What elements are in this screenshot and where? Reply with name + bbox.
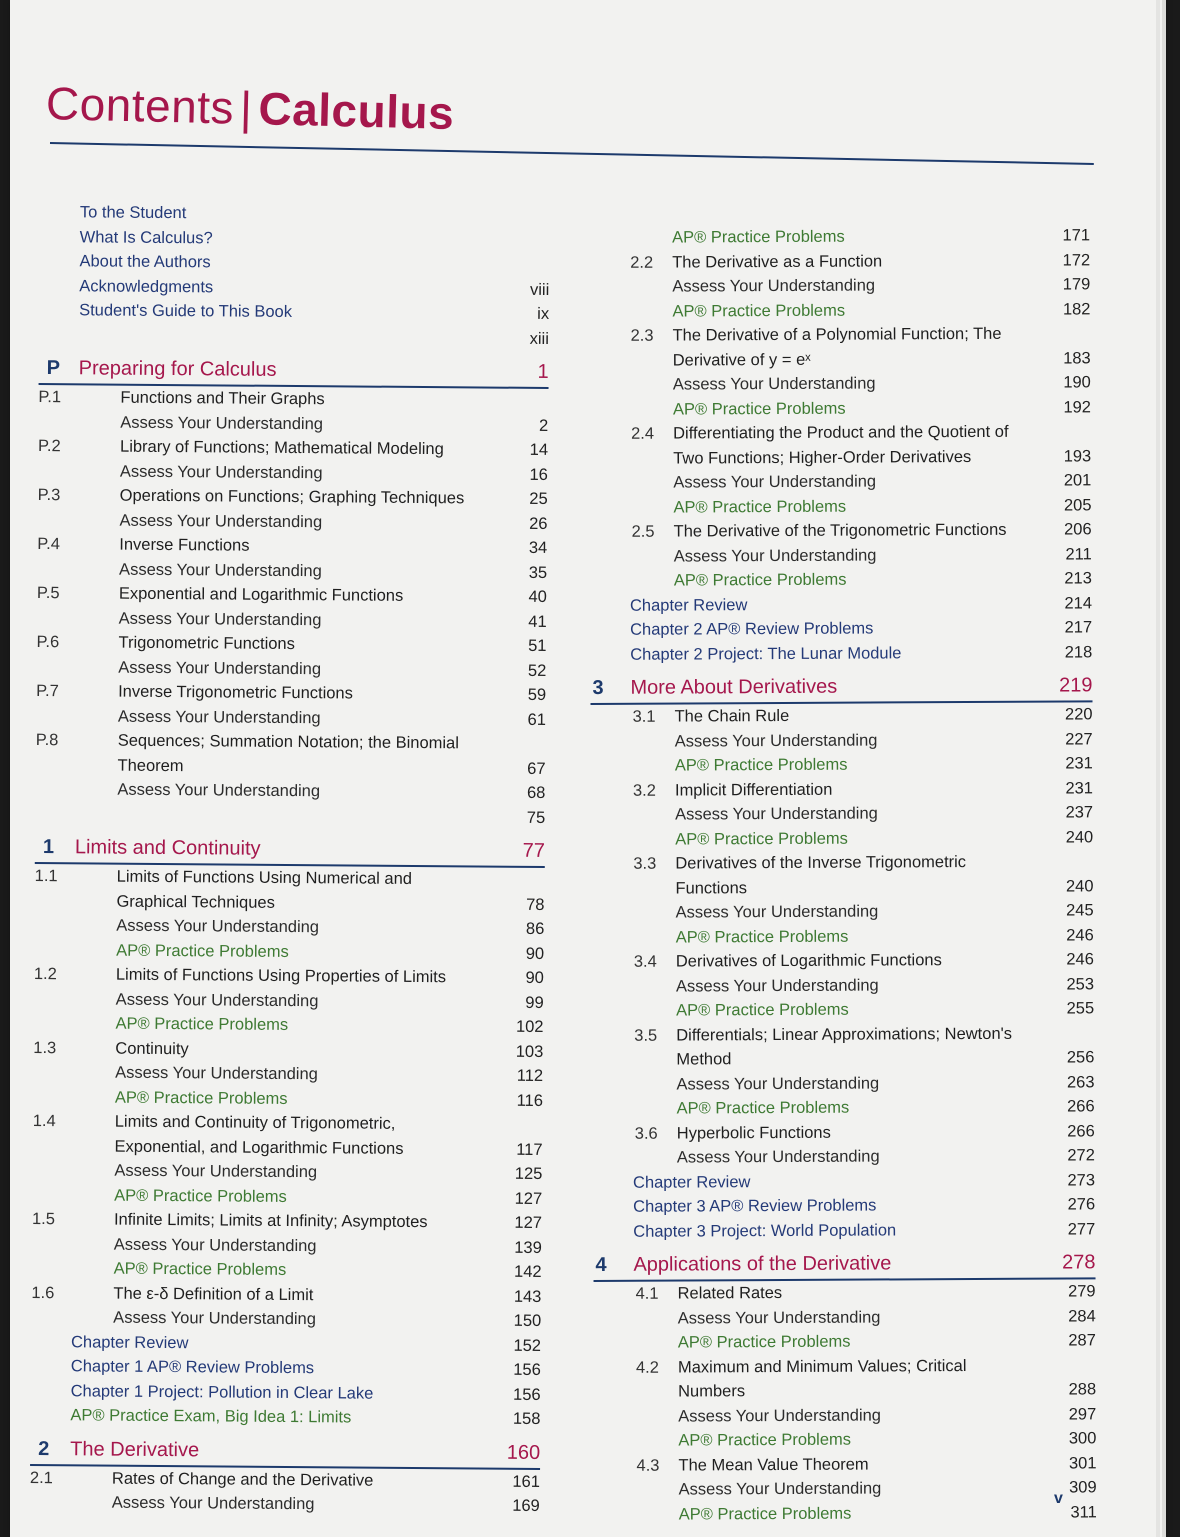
- entry-title: AP® Practice Problems: [675, 927, 849, 947]
- entry-title: Chapter 1 Project: Pollution in Clear Lake: [70, 1381, 374, 1403]
- entry-page-number: 276: [1067, 1195, 1096, 1214]
- entry-title: AP® Practice Problems: [113, 1259, 287, 1279]
- entry-number: 4.2: [635, 1358, 659, 1377]
- entry-title: Assess Your Understanding: [119, 560, 322, 580]
- entry-page-number: 183: [1063, 348, 1091, 368]
- toc-entry: [588, 297, 1090, 324]
- entry-page-number: 90: [525, 968, 544, 987]
- toc-left-column: [30, 200, 550, 1518]
- entry-number: P.2: [37, 436, 61, 456]
- entry-page-number: 160: [506, 1441, 541, 1464]
- entry-title: The Derivative of the Trigonometric Functions: [673, 520, 1007, 541]
- entry-page-number: 171: [1062, 226, 1091, 245]
- entry-page-number: 272: [1067, 1146, 1095, 1165]
- page-folio: v: [1054, 1490, 1063, 1507]
- entry-page-number: 127: [514, 1213, 543, 1232]
- toc-section-entry: [594, 1279, 1096, 1306]
- entry-title: AP® Practice Problems: [674, 755, 848, 775]
- entry-title: The ε-δ Definition of a Limit: [113, 1284, 314, 1304]
- title-subject: Calculus: [257, 82, 455, 139]
- entry-page-number: 90: [525, 944, 545, 963]
- entry-page-number: 201: [1063, 471, 1092, 490]
- toc-entry: [591, 727, 1093, 754]
- chapter-heading: [593, 1247, 1095, 1282]
- entry-page-number: 99: [525, 993, 544, 1012]
- entry-number: 3.4: [633, 952, 657, 971]
- toc-entry: [589, 468, 1091, 495]
- entry-page-number: 206: [1064, 520, 1092, 539]
- entry-page-number: 1: [537, 360, 549, 383]
- entry-page-number: 279: [1068, 1282, 1096, 1301]
- entry-title: To the Student: [79, 203, 187, 223]
- entry-page-number: 156: [513, 1385, 541, 1404]
- entry-page-number: 35: [528, 563, 548, 582]
- entry-page-number: 143: [513, 1287, 542, 1306]
- entry-title: Maximum and Minimum Values; Critical Numbers: [677, 1356, 967, 1401]
- entry-title: Chapter 2 Project: The Lunar Module: [630, 643, 902, 664]
- entry-title: Chapter 2 AP® Review Problems: [630, 619, 874, 639]
- entry-page-number: 245: [1066, 901, 1094, 920]
- entry-page-number: 67: [527, 759, 546, 778]
- entry-page-number: 117: [516, 1140, 543, 1159]
- entry-title: AP® Practice Problems: [676, 1000, 849, 1020]
- entry-title: More About Derivatives: [630, 675, 838, 699]
- entry-page-number: 102: [515, 1017, 544, 1036]
- toc-right-column: [588, 223, 1097, 1527]
- entry-number: 2: [38, 1437, 50, 1460]
- entry-title: Exponential and Logarithmic Functions: [118, 584, 404, 605]
- entry-page-number: 41: [528, 612, 547, 631]
- toc-section-entry: [594, 1353, 1096, 1405]
- entry-page-number: 127: [514, 1189, 543, 1208]
- entry-page-number: 68: [526, 783, 546, 802]
- entry-page-number: 125: [514, 1164, 543, 1183]
- entry-page-number: 301: [1068, 1453, 1097, 1472]
- entry-number: 1: [42, 836, 55, 859]
- entry-page-number: 150: [513, 1311, 542, 1330]
- entry-number: 3.1: [632, 707, 656, 726]
- entry-number: 2.2: [630, 253, 654, 272]
- toc-entry: [591, 825, 1093, 852]
- entry-title: Chapter Review: [70, 1332, 189, 1352]
- entry-page-number: 297: [1068, 1404, 1097, 1423]
- entry-page-number: 309: [1069, 1478, 1097, 1497]
- entry-title: Infinite Limits; Limits at Infinity; Asymptotes: [113, 1210, 428, 1232]
- entry-title: The Derivative of a Polynomial Function; The Derivative of y = eˣ: [672, 324, 1002, 370]
- chapter-heading: [590, 670, 1092, 705]
- entry-title: Limits and Continuity of Trigonometric, Exponential, and Logarithmic Functions: [114, 1112, 404, 1158]
- entry-number: 2.4: [631, 424, 655, 443]
- entry-title: Assess Your Understanding: [114, 1161, 318, 1182]
- toc-section-entry: [589, 419, 1091, 471]
- toc-section-entry: [594, 1451, 1096, 1478]
- entry-title: Preparing for Calculus: [78, 357, 277, 381]
- entry-page-number: 256: [1066, 1048, 1095, 1067]
- entry-title: Chapter 1 AP® Review Problems: [70, 1357, 315, 1378]
- entry-number: 3: [592, 676, 604, 699]
- chapter-heading: [30, 1433, 540, 1469]
- entry-title: What Is Calculus?: [79, 227, 213, 247]
- entry-page-number: 2: [538, 416, 549, 435]
- entry-page-number: 156: [513, 1360, 541, 1379]
- toc-section-entry: [592, 947, 1094, 974]
- toc-entry: [593, 1168, 1095, 1195]
- entry-page-number: 158: [512, 1409, 541, 1428]
- title-word: Contents: [45, 77, 235, 134]
- entry-number: 2.3: [630, 326, 654, 345]
- entry-title: Assess Your Understanding: [113, 1235, 317, 1255]
- toc-entry: [593, 1217, 1095, 1244]
- entry-title: AP® Practice Problems: [678, 1504, 852, 1524]
- toc-entry: [595, 1475, 1097, 1502]
- entry-page-number: 240: [1065, 876, 1094, 896]
- toc-entry: [593, 1094, 1095, 1121]
- toc-entry: [590, 615, 1092, 642]
- entry-title: Assess Your Understanding: [116, 916, 320, 937]
- entry-number: 3.6: [634, 1124, 658, 1143]
- entry-page-number: 284: [1068, 1306, 1096, 1326]
- toc-section-entry: [593, 1119, 1095, 1146]
- entry-title: AP® Practice Exam, Big Idea 1: Limits: [70, 1406, 352, 1427]
- chapter-heading: [39, 353, 549, 389]
- entry-page-number: 25: [529, 489, 548, 508]
- entry-title: Assess Your Understanding: [115, 1063, 318, 1084]
- entry-page-number: 255: [1066, 999, 1095, 1018]
- toc-entry: [592, 972, 1094, 999]
- toc-entry: [593, 1192, 1095, 1219]
- toc-section-entry: [592, 1021, 1094, 1073]
- entry-title: Assess Your Understanding: [675, 902, 879, 922]
- entry-title: The Derivative as a Function: [672, 251, 883, 272]
- entry-number: 3.5: [634, 1026, 658, 1045]
- entry-title: Trigonometric Functions: [118, 633, 295, 654]
- entry-page-number: 240: [1065, 827, 1094, 847]
- toc-entry: [594, 1402, 1096, 1429]
- entry-page-number: 253: [1066, 974, 1095, 994]
- entry-title: Assess Your Understanding: [678, 1479, 882, 1499]
- toc-entry: [594, 1328, 1096, 1355]
- entry-title: Assess Your Understanding: [677, 1307, 881, 1328]
- entry-number: P.1: [38, 387, 62, 407]
- entry-page-number: xiii: [529, 329, 549, 348]
- toc-entry: [592, 996, 1094, 1023]
- entry-title: AP® Practice Problems: [673, 497, 847, 517]
- entry-page-number: 152: [513, 1336, 542, 1355]
- entry-page-number: 169: [512, 1496, 540, 1515]
- entry-title: Assess Your Understanding: [113, 1308, 317, 1329]
- entry-title: Assess Your Understanding: [675, 975, 879, 996]
- entry-page-number: viii: [529, 280, 550, 299]
- entry-title: Assess Your Understanding: [673, 472, 877, 492]
- entry-page-number: 273: [1067, 1170, 1096, 1190]
- title-rule: [50, 142, 1094, 165]
- entry-page-number: 311: [1070, 1502, 1097, 1521]
- entry-title: Differentiating the Product and the Quotient of Two Functions; Higher-Order Derivatives: [673, 422, 1009, 468]
- page-edge: [1162, 0, 1166, 1537]
- entry-title: Applications of the Derivative: [633, 1252, 892, 1276]
- entry-title: AP® Practice Problems: [677, 1332, 851, 1352]
- entry-title: AP® Practice Problems: [116, 941, 289, 961]
- toc-entry: [590, 542, 1092, 569]
- entry-title: Chapter Review: [632, 1172, 751, 1192]
- entry-number: 2.5: [631, 522, 655, 541]
- entry-title: The Chain Rule: [674, 706, 790, 726]
- entry-title: Inverse Trigonometric Functions: [118, 682, 353, 703]
- toc-entry: [589, 493, 1091, 520]
- entry-title: AP® Practice Problems: [672, 301, 846, 321]
- entry-title: Hyperbolic Functions: [676, 1123, 831, 1143]
- entry-title: Assess Your Understanding: [120, 413, 324, 433]
- entry-page-number: 190: [1063, 373, 1091, 392]
- toc-section-entry: [35, 728, 545, 781]
- title-separator: |: [239, 81, 254, 135]
- toc-section-entry: [32, 1109, 542, 1162]
- entry-title: Assess Your Understanding: [675, 804, 878, 824]
- entry-title: Limits and Continuity: [74, 836, 261, 860]
- entry-title: Assess Your Understanding: [672, 276, 876, 296]
- toc-section-entry: [590, 517, 1092, 544]
- toc-entry: [590, 566, 1092, 593]
- entry-page-number: 277: [1067, 1219, 1096, 1239]
- entry-title: Student's Guide to This Book: [79, 301, 293, 321]
- entry-title: Derivatives of the Inverse Trigonometric Functions: [675, 853, 967, 898]
- entry-page-number: 266: [1067, 1097, 1095, 1116]
- entry-number: 4: [595, 1253, 607, 1276]
- book-page: [10, 0, 1162, 1537]
- entry-title: Assess Your Understanding: [119, 511, 323, 531]
- entry-number: P.7: [36, 681, 59, 701]
- entry-page-number: 211: [1065, 544, 1092, 564]
- toc-entry: [592, 923, 1094, 950]
- entry-page-number: 227: [1065, 729, 1093, 749]
- entry-number: 1.6: [31, 1283, 55, 1302]
- entry-page-number: 161: [512, 1472, 541, 1491]
- entry-title: Acknowledgments: [79, 276, 214, 296]
- entry-page-number: 205: [1063, 495, 1092, 515]
- entry-page-number: 26: [529, 514, 548, 533]
- entry-title: Operations on Functions; Graphing Techniques: [119, 486, 465, 508]
- entry-number: 3.2: [632, 781, 656, 800]
- page-edge: [1156, 0, 1160, 1537]
- entry-page-number: 213: [1064, 569, 1092, 588]
- entry-number: 1.1: [34, 866, 58, 886]
- entry-title: AP® Practice Problems: [115, 1014, 289, 1034]
- entry-title: Limits of Functions Using Properties of Limits: [115, 965, 447, 987]
- entry-title: Assess Your Understanding: [674, 730, 878, 751]
- entry-title: Assess Your Understanding: [115, 990, 319, 1010]
- entry-title: AP® Practice Problems: [672, 399, 846, 419]
- toc-entry: [589, 395, 1091, 422]
- entry-number: 4.1: [635, 1284, 659, 1303]
- entry-page-number: 246: [1066, 925, 1094, 945]
- toc-entry: [590, 591, 1092, 618]
- entry-page-number: 139: [514, 1238, 542, 1257]
- chapter-heading: [35, 832, 545, 868]
- entry-number: P.8: [35, 730, 59, 750]
- entry-number: 4.3: [636, 1456, 660, 1475]
- toc-entry: [592, 898, 1094, 925]
- entry-page-number: 278: [1062, 1251, 1096, 1274]
- entry-page-number: 217: [1064, 618, 1093, 637]
- toc-section-entry: [34, 864, 544, 917]
- toc-entry: [30, 1403, 540, 1432]
- entry-title: Assess Your Understanding: [676, 1073, 880, 1094]
- entry-number: 1.2: [33, 964, 57, 984]
- entry-title: Chapter 3 AP® Review Problems: [633, 1196, 877, 1216]
- toc-entry: [591, 800, 1093, 827]
- entry-title: AP® Practice Problems: [675, 829, 848, 849]
- toc-section-entry: [588, 248, 1090, 275]
- entry-page-number: 16: [529, 465, 548, 484]
- entry-number: P.6: [36, 632, 60, 652]
- entry-page-number: 52: [527, 661, 547, 680]
- toc-entry: [593, 1143, 1095, 1170]
- entry-title: [79, 323, 489, 351]
- entry-number: P.5: [36, 583, 60, 603]
- entry-page-number: 112: [516, 1066, 544, 1085]
- entry-title: Limits of Functions Using Numerical and Graphical Techniques: [116, 867, 413, 912]
- entry-page-number: 14: [529, 440, 549, 459]
- entry-page-number: 40: [528, 587, 547, 606]
- entry-title: Assess Your Understanding: [111, 1493, 315, 1514]
- entry-title: The Mean Value Theorem: [678, 1455, 869, 1475]
- entry-page-number: 231: [1065, 754, 1093, 773]
- entry-title: Continuity: [115, 1039, 189, 1058]
- entry-title: Functions and Their Graphs: [120, 388, 325, 409]
- toc-entry: [594, 1426, 1096, 1453]
- toc-entry: [589, 370, 1091, 397]
- entry-page-number: 103: [515, 1042, 544, 1061]
- entry-title: Assess Your Understanding: [118, 609, 322, 629]
- toc-entry: [595, 1500, 1097, 1527]
- entry-page-number: 78: [526, 895, 545, 914]
- entry-number: P.3: [37, 485, 61, 505]
- entry-number: P.4: [37, 534, 61, 554]
- entry-title: Sequences; Summation Notation; the Binomial Theorem: [117, 731, 460, 775]
- toc-entry: [592, 1070, 1094, 1097]
- entry-page-number: 59: [527, 685, 547, 704]
- entry-title: AP® Practice Problems: [114, 1186, 287, 1206]
- entry-title: Inverse Functions: [119, 535, 250, 555]
- entry-title: Differentials; Linear Approximations; Newton's Method: [676, 1024, 1013, 1069]
- entry-title: Chapter 3 Project: World Population: [633, 1220, 897, 1241]
- toc-section-entry: [591, 776, 1093, 803]
- toc-entry: [588, 223, 1090, 250]
- entry-title: Assess Your Understanding: [118, 658, 322, 678]
- entry-title: Implicit Differentiation: [674, 780, 833, 800]
- entry-page-number: 220: [1064, 705, 1093, 724]
- entry-page-number: 300: [1068, 1429, 1097, 1448]
- entry-page-number: 192: [1063, 397, 1092, 417]
- page-title: [45, 76, 455, 140]
- entry-title: Assess Your Understanding: [117, 780, 321, 801]
- toc-entry: [591, 751, 1093, 778]
- entry-title: Assess Your Understanding: [119, 462, 323, 482]
- entry-title: Related Rates: [677, 1283, 783, 1303]
- entry-title: Assess Your Understanding: [673, 545, 877, 566]
- entry-page-number: 288: [1068, 1380, 1097, 1399]
- entry-page-number: 172: [1062, 250, 1091, 270]
- entry-page-number: 237: [1065, 803, 1094, 822]
- entry-title: Library of Functions; Mathematical Modeling: [119, 437, 444, 459]
- entry-page-number: 214: [1064, 593, 1093, 613]
- toc-section-entry: [591, 849, 1093, 901]
- entry-page-number: 218: [1064, 642, 1093, 662]
- entry-page-number: 193: [1063, 446, 1092, 466]
- entry-page-number: 266: [1067, 1121, 1095, 1141]
- entry-page-number: 116: [516, 1091, 544, 1110]
- entry-page-number: 231: [1065, 778, 1093, 798]
- entry-title: Assess Your Understanding: [672, 374, 876, 394]
- entry-number: 2.1: [29, 1468, 53, 1487]
- toc-entry: [30, 1490, 540, 1519]
- entry-title: AP® Practice Problems: [678, 1430, 852, 1450]
- entry-page-number: 61: [527, 710, 547, 729]
- entry-title: Derivatives of Logarithmic Functions: [675, 951, 942, 971]
- entry-page-number: 75: [526, 808, 546, 827]
- entry-title: AP® Practice Problems: [114, 1088, 288, 1108]
- entry-title: AP® Practice Problems: [673, 570, 847, 590]
- entry-page-number: 219: [1058, 674, 1093, 697]
- entry-title: The Derivative: [70, 1437, 200, 1461]
- entry-number: 1.3: [33, 1038, 57, 1057]
- entry-title: Assess Your Understanding: [676, 1147, 880, 1167]
- entry-title: Assess Your Understanding: [678, 1405, 881, 1426]
- entry-page-number: 142: [513, 1262, 542, 1281]
- toc-entry: [594, 1304, 1096, 1331]
- toc-entry: [588, 272, 1090, 299]
- toc-section-entry: [591, 702, 1093, 729]
- toc-section-entry: [589, 321, 1091, 373]
- entry-page-number: 77: [522, 839, 545, 862]
- entry-number: 3.3: [633, 854, 657, 873]
- entry-title: Assess Your Understanding: [117, 707, 321, 727]
- entry-page-number: 86: [525, 919, 545, 938]
- entry-title: Chapter Review: [629, 595, 748, 615]
- entry-page-number: 182: [1062, 299, 1091, 319]
- entry-title: About the Authors: [79, 252, 211, 272]
- entry-page-number: 179: [1062, 275, 1091, 294]
- toc-entry: [590, 640, 1092, 667]
- toc-entry: [39, 322, 549, 351]
- entry-title: Rates of Change and the Derivative: [111, 1469, 374, 1490]
- entry-title: AP® Practice Problems: [676, 1098, 850, 1118]
- entry-page-number: 51: [528, 636, 547, 655]
- entry-title: AP® Practice Problems: [672, 227, 845, 247]
- entry-number: 1.4: [32, 1111, 56, 1131]
- entry-page-number: 246: [1066, 950, 1094, 969]
- entry-number: 1.5: [31, 1209, 56, 1229]
- toc-entry: [35, 801, 545, 830]
- entry-title: [75, 802, 485, 830]
- entry-page-number: 263: [1066, 1072, 1095, 1092]
- entry-number: P: [46, 357, 61, 380]
- entry-page-number: 287: [1068, 1331, 1096, 1350]
- entry-page-number: ix: [537, 304, 550, 324]
- entry-page-number: 34: [528, 538, 548, 557]
